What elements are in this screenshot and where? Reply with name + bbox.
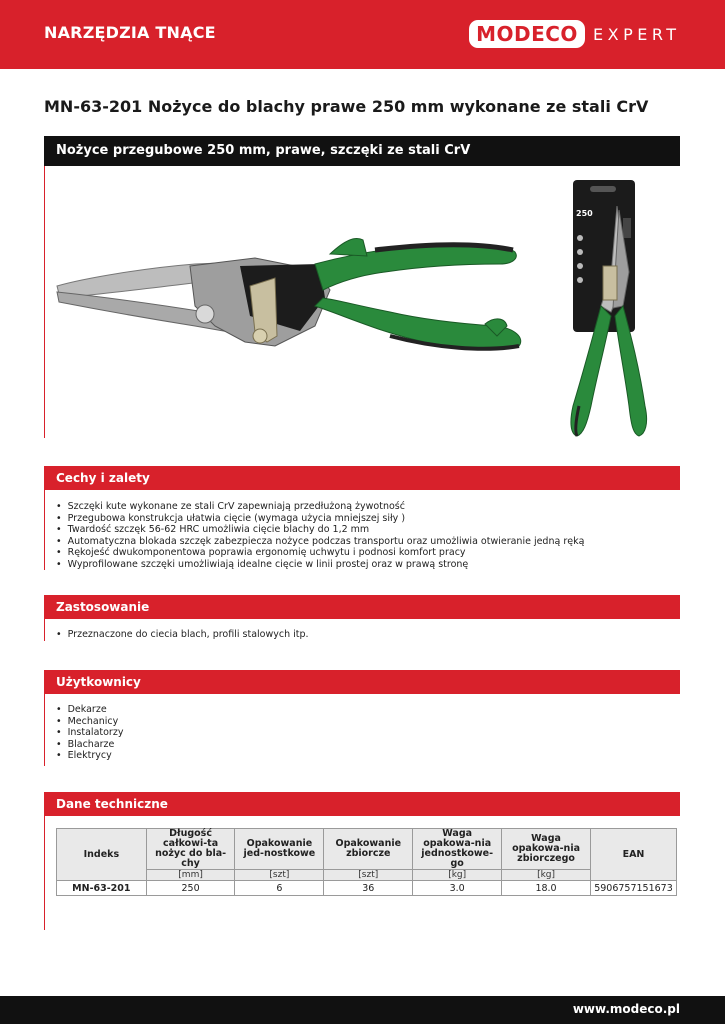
table-cell: 250 xyxy=(146,881,235,896)
application-list xyxy=(56,629,309,641)
logo-suffix: EXPERT xyxy=(593,25,681,44)
table-header-cell: Waga opakowa-nia jednostkowe-go xyxy=(413,829,502,870)
table-unit-cell: [kg] xyxy=(413,870,502,881)
table-cell: 3.0 xyxy=(413,881,502,896)
features-list xyxy=(56,501,584,570)
product-subtitle-bar xyxy=(44,136,680,166)
product-image-area xyxy=(45,166,680,438)
table-header-cell: Indeks xyxy=(57,829,147,881)
users-heading: Użytkownicy xyxy=(56,675,141,689)
table-header-cell: Opakowanie jed-nostkowe xyxy=(235,829,324,870)
list-item: • Dekarze xyxy=(56,704,123,716)
table-row xyxy=(57,881,677,896)
table-header-cell: Opakowanie zbiorcze xyxy=(324,829,413,870)
table-header-cell: Długość całkowi-ta nożyc do bla-chy xyxy=(146,829,235,870)
table-header-cell: EAN xyxy=(590,829,676,881)
table-cell: 6 xyxy=(235,881,324,896)
table-units-row xyxy=(57,870,677,881)
table-unit-cell: [szt] xyxy=(324,870,413,881)
footer-url-link[interactable]: www.modeco.pl xyxy=(572,1002,680,1016)
list-item: • Szczęki kute wykonane ze stali CrV zapewniają przedłużoną żywotność xyxy=(56,501,584,513)
table-unit-cell: [kg] xyxy=(502,870,591,881)
application-heading: Zastosowanie xyxy=(56,600,150,614)
list-item: • Automatyczna blokada szczęk zabezpiecza nożyce podczas transportu oraz umożliwia otwieranie jedną ręką xyxy=(56,536,584,548)
list-item: • Instalatorzy xyxy=(56,727,123,739)
logo-brand: MODECO xyxy=(476,22,578,46)
product-photo xyxy=(45,166,680,438)
features-heading: Cechy i zalety xyxy=(56,471,150,485)
application-heading-bar xyxy=(44,595,680,619)
features-accent-line xyxy=(44,490,45,570)
table-cell: 5906757151673 xyxy=(590,881,676,896)
shears-main-image xyxy=(57,239,521,350)
list-item: • Przeznaczone do ciecia blach, profili stalowych itp. xyxy=(56,629,309,641)
technical-heading: Dane techniczne xyxy=(56,797,168,811)
list-item: • Przegubowa konstrukcja ułatwia cięcie (wymaga użycia mniejszej siły ) xyxy=(56,513,584,525)
table-header-row xyxy=(57,829,677,870)
list-item: • Blacharze xyxy=(56,739,123,751)
table-cell: MN-63-201 xyxy=(57,881,147,896)
users-heading-bar xyxy=(44,670,680,694)
list-item: • Elektrycy xyxy=(56,750,123,762)
table-cell: 36 xyxy=(324,881,413,896)
features-heading-bar xyxy=(44,466,680,490)
technical-accent-line xyxy=(44,816,45,930)
table-unit-cell: [mm] xyxy=(146,870,235,881)
footer-bar xyxy=(0,996,725,1024)
list-item: • Rękojeść dwukomponentowa poprawia ergonomię uchwytu i podnosi komfort pracy xyxy=(56,547,584,559)
table-unit-cell: [szt] xyxy=(235,870,324,881)
users-list xyxy=(56,704,123,762)
technical-heading-bar xyxy=(44,792,680,816)
table-header-cell: Waga opakowa-nia zbiorczego xyxy=(502,829,591,870)
shears-package-image xyxy=(571,180,647,436)
package-label: 250 xyxy=(576,209,593,218)
application-accent-line xyxy=(44,619,45,641)
category-title: NARZĘDZIA TNĄCE xyxy=(44,23,216,42)
header-bar xyxy=(0,0,725,69)
list-item: • Wyprofilowane szczęki umożliwiają idealne cięcie w linii prostej oraz w prawą stronę xyxy=(56,559,584,571)
list-item: • Mechanicy xyxy=(56,716,123,728)
table-cell: 18.0 xyxy=(502,881,591,896)
users-accent-line xyxy=(44,694,45,766)
technical-table xyxy=(56,828,677,896)
product-subtitle: Nożyce przegubowe 250 mm, prawe, szczęki ze stali CrV xyxy=(56,143,471,158)
list-item: • Twardość szczęk 56-62 HRC umożliwia cięcie blachy do 1,2 mm xyxy=(56,524,584,536)
product-title: MN-63-201 Nożyce do blachy prawe 250 mm wykonane ze stali CrV xyxy=(44,97,649,116)
